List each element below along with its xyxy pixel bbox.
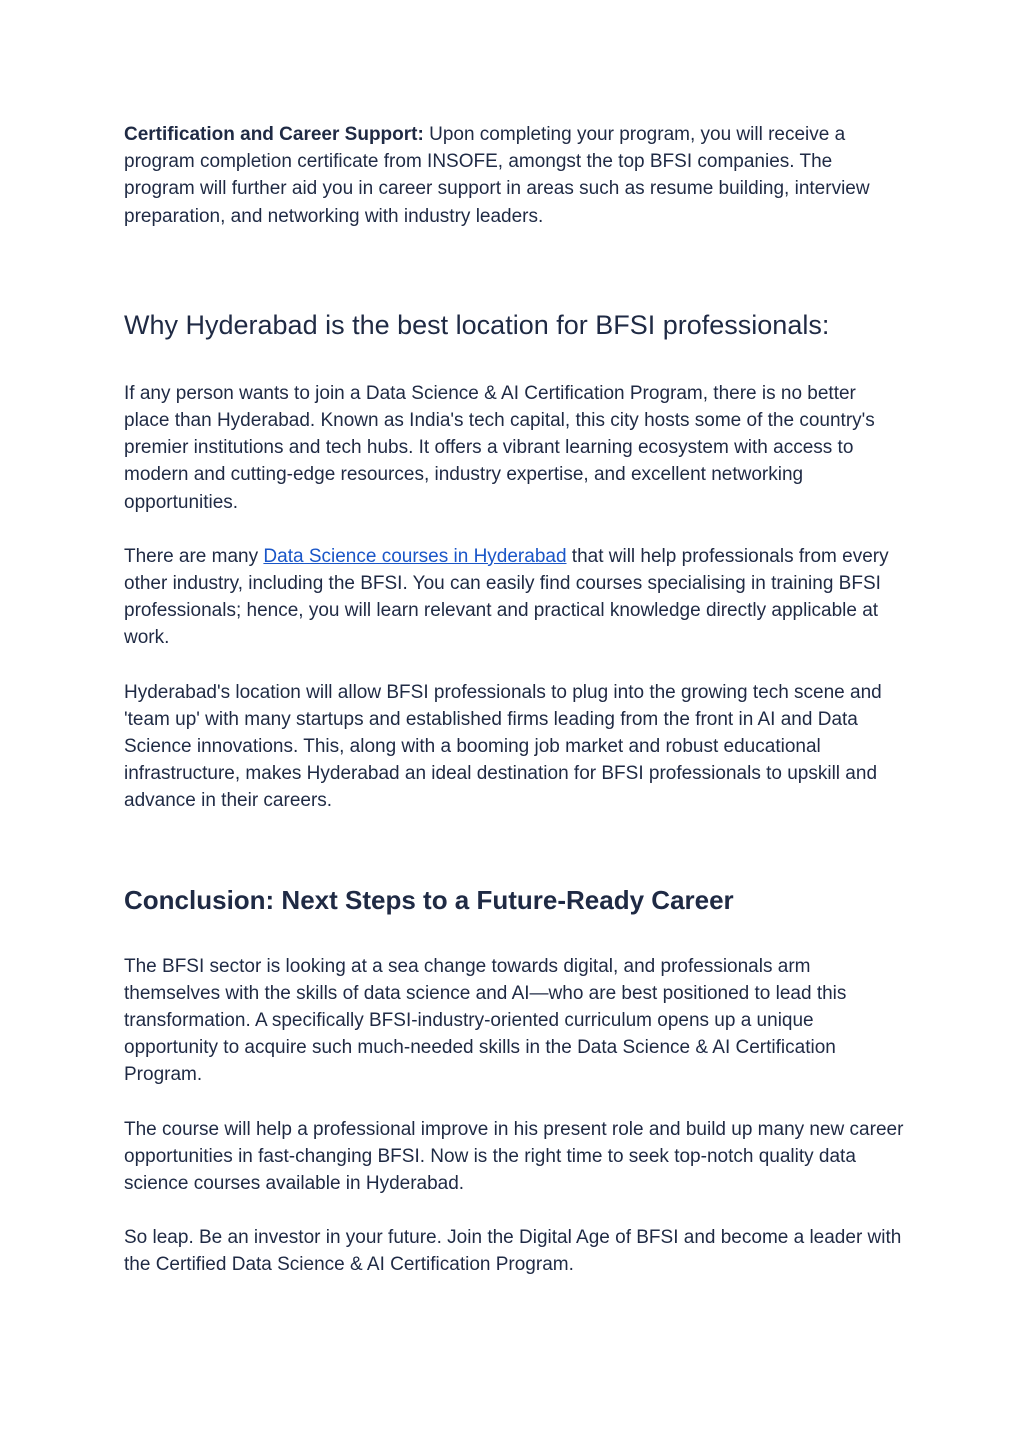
- hyderabad-paragraph-1: If any person wants to join a Data Science & AI Certification Program, there is no better place than Hyderabad. Known as India's tech capital, this city hosts some of the country's premier institutions and tech hubs. It offers a vibrant learning ecosystem with access to modern and cutting-edge resources, industry expertise, and excellent networking opportunities.: [124, 382, 875, 513]
- certification-lead-label: Certification and Career Support:: [124, 124, 424, 145]
- conclusion-paragraph-1: The BFSI sector is looking at a sea change towards digital, and professionals arm themselves with the skills of data science and AI—who are best positioned to lead this transformation. A specifically BFSI-industry-oriented curriculum opens up a unique opportunity to acquire such much-needed skills in the Data Science & AI Certification Program.: [124, 955, 847, 1086]
- conclusion-paragraph-3: So leap. Be an investor in your future. Join the Digital Age of BFSI and become a leader with the Certified Data Science & AI Certification Program.: [124, 1227, 902, 1276]
- conclusion-heading: Conclusion: Next Steps to a Future-Ready Career: [124, 884, 734, 915]
- data-science-courses-link[interactable]: Data Science courses in Hyderabad: [263, 545, 567, 567]
- hyderabad-paragraph-3: Hyderabad's location will allow BFSI professionals to plug into the growing tech scene and 'team up' with many startups and established firms leading from the front in AI and Data Science innovations. This, along with a booming job market and robust educational infrastructure, makes Hyderabad an ideal destination for BFSI professionals to upskill and advance in their careers.: [124, 681, 882, 812]
- document-page: [124, 121, 904, 1279]
- hyderabad-heading: Why Hyderabad is the best location for BFSI professionals:: [124, 309, 830, 340]
- paragraph-2-before-link: There are many: [124, 545, 264, 567]
- conclusion-paragraph-2: The course will help a professional improve in his present role and build up many new career opportunities in fast-changing BFSI. Now is the right time to seek top-notch quality data science courses available in Hyderabad.: [124, 1118, 904, 1195]
- certification-lead-text: Upon completing your program, you will receive a program completion certificate from INSOFE, amongst the top BFSI companies. The program will further aid you in career support in areas such as resume building, interview preparation, and networking with industry leaders.: [124, 124, 870, 227]
- hyderabad-paragraph-2: [124, 543, 904, 652]
- certification-paragraph: [124, 121, 904, 230]
- paragraph-2-after-link: that will help professionals from every other industry, including the BFSI. You can easily find courses specialising in training BFSI professionals; hence, you will learn relevant and practical knowledge directly applicable at work.: [124, 545, 889, 649]
